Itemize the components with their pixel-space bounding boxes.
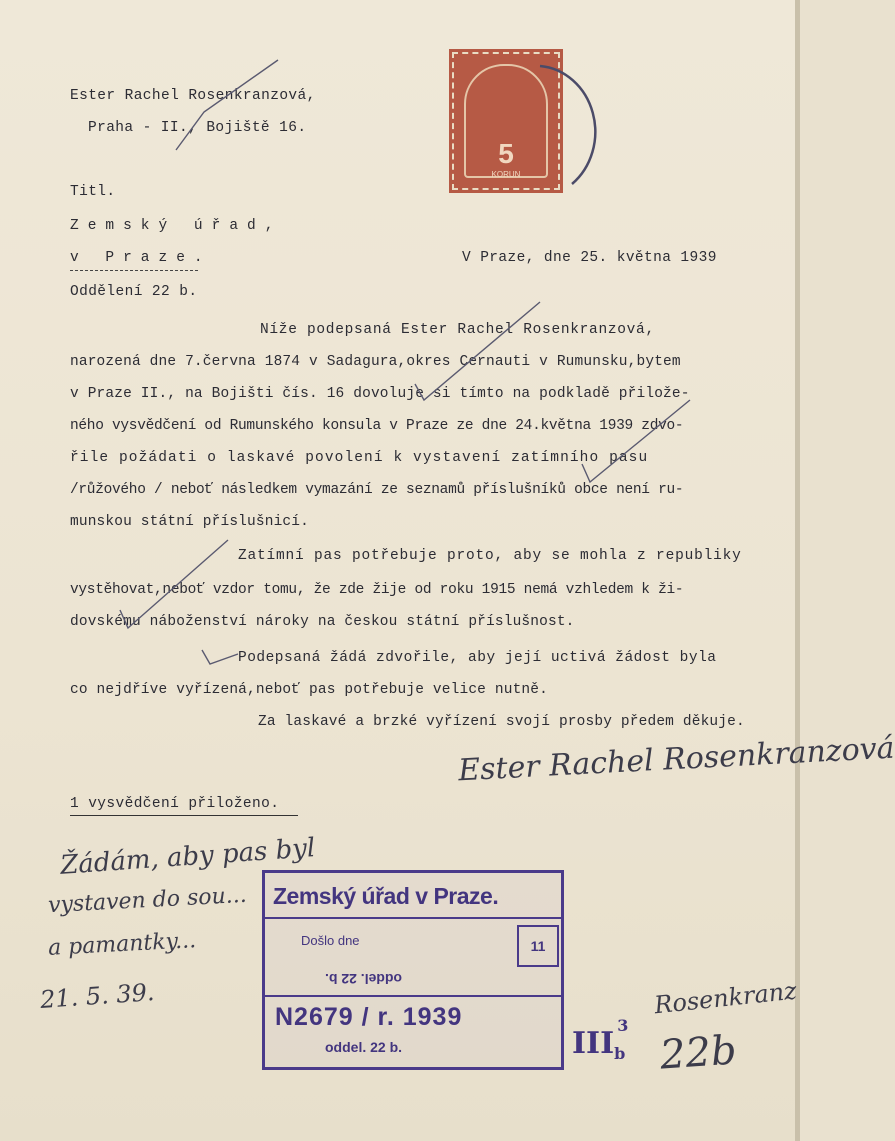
handwritten-note-line-3: a pamantky... <box>47 928 197 961</box>
stamp-box: 11 <box>517 925 559 967</box>
body-line-6: /růžového / neboť následkem vymazání ze seznamů příslušníků obce není ru- <box>70 482 684 498</box>
recipient-office: Zemský úřad, <box>70 218 283 234</box>
date-line: V Praze, dne 25. května 1939 <box>462 250 717 266</box>
handwritten-note-line-2: vystaven do sou... <box>47 882 248 919</box>
revenue-stamp-value: 5 <box>498 138 514 169</box>
filing-sub: b <box>614 1044 626 1063</box>
body-line-3: v Praze II., na Bojišti čís. 16 dovoluje si tímto na podkladě přilože- <box>70 386 690 402</box>
revenue-stamp-label: KORUN <box>491 170 521 179</box>
filing-roman-numeral: III <box>572 1026 615 1061</box>
body-line-13: Za laskavé a brzké vyřízení svojí prosby předem děkuje. <box>258 714 745 730</box>
body-line-5: řile požádati o laskavé povolení k vystavení zatímního pasu <box>70 450 649 466</box>
stamp-title: Zemský úřad v Praze. <box>273 883 499 909</box>
salutation: Titl. <box>70 184 116 200</box>
body-line-12: co nejdříve vyřízená,neboť pas potřebuje velice nutně. <box>70 682 548 698</box>
handwritten-note-line-1: Žádám, aby pas byl <box>59 833 317 881</box>
stamp-department: oddel. 22 b. <box>325 1039 403 1055</box>
body-line-1: Níže podepsaná Ester Rachel Rosenkranzová, <box>260 322 655 338</box>
body-line-11: Podepsaná žádá zdvořile, aby její uctivá žádost byla <box>238 650 717 666</box>
stamp-received: Došlo dne <box>301 933 360 948</box>
recipient-city: v Praze. <box>70 250 212 266</box>
filing-name: Rosenkranz <box>652 976 798 1020</box>
body-line-7: munskou státní příslušnicí. <box>70 514 309 530</box>
sender-address: Praha - II., Bojiště 16. <box>88 120 307 136</box>
department: Oddělení 22 b. <box>70 284 198 300</box>
handwritten-note-date: 21. 5. 39. <box>39 978 156 1014</box>
body-line-8: Zatímní pas potřebuje proto, aby se mohla z republiky <box>238 548 742 564</box>
signature: Ester Rachel Rosenkranzová <box>457 730 895 789</box>
filing-sup: 3 <box>617 1016 629 1035</box>
stamp-number: N2679 / r. 1939 <box>275 1003 463 1031</box>
filing-department: 22b <box>658 1027 739 1079</box>
body-line-4: ného vysvědčení od Rumunského konsula v Praze ze dne 24.května 1939 zdvo- <box>70 418 684 434</box>
stamp-department-inverted: oddel. 22 b. <box>325 971 403 987</box>
body-line-2: narozená dne 7.června 1874 v Sadagura,okres Cernauti v Rumunsku,bytem <box>70 354 681 370</box>
enclosure-note: 1 vysvědčení přiloženo. <box>70 796 280 812</box>
sender-name: Ester Rachel Rosenkranzová, <box>70 88 316 104</box>
body-line-10: dovskému náboženství nároky na českou státní příslušnost. <box>70 614 575 630</box>
body-line-9: vystěhovat,neboť vzdor tomu, že zde žije od roku 1915 nemá vzhledem k ži- <box>70 582 684 598</box>
